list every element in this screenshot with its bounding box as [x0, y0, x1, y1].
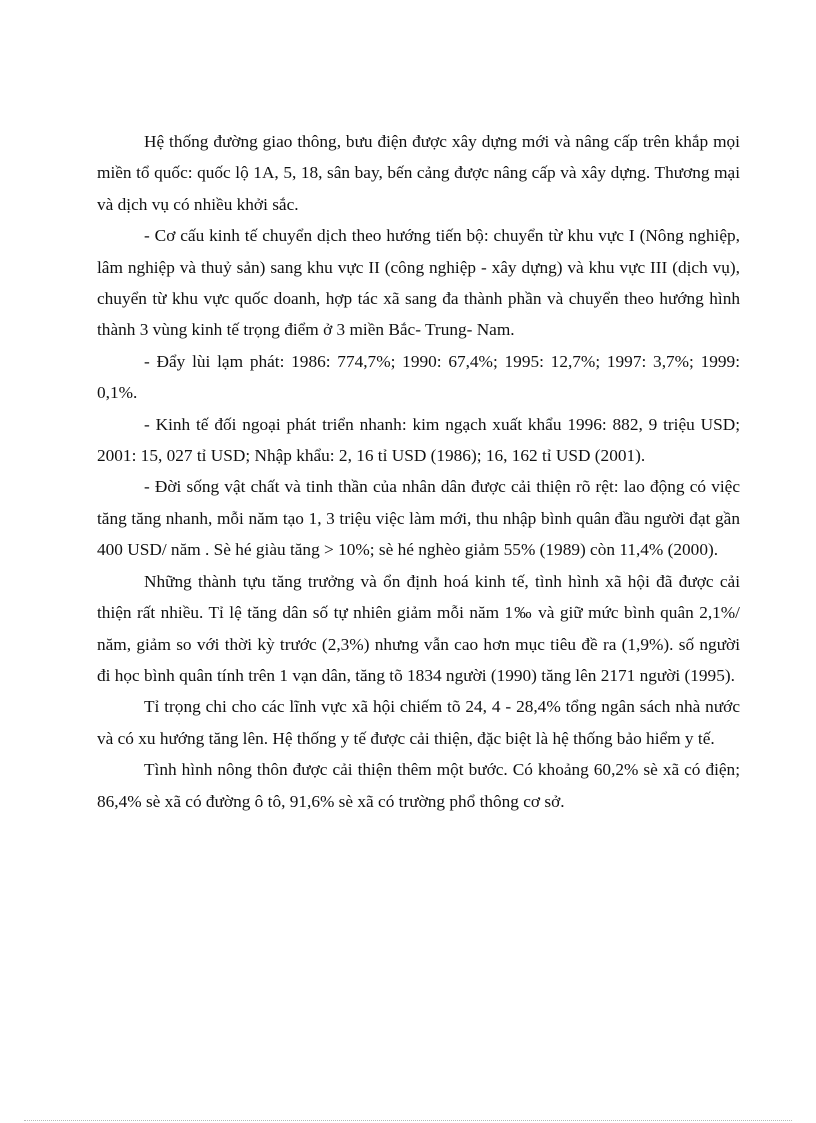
paragraph-social-achievements: Những thành tựu tăng trưởng và ổn định hoá kinh tế, tình hình xã hội đã được cải thiện rất nhiều. Tỉ lệ tăng dân số tự nhiên giảm mỗi năm 1‰ và giữ mức bình quân 2,1%/ năm, giảm so với thời kỳ trước (2,3%) nhưng vẫn cao hơn mục tiêu đề ra (1,9%). số người đi học bình quân tính trên 1 vạn dân, tăng tõ 1834 người (1990) tăng lên 2171 người (1995). — [97, 571, 740, 685]
paragraph-inflation: - Đẩy lùi lạm phát: 1986: 774,7%; 1990: 67,4%; 1995: 12,7%; 1997: 3,7%; 1999: 0,1%. — [97, 351, 740, 403]
document-body — [97, 126, 740, 817]
paragraph-rural: Tình hình nông thôn được cải thiện thêm một bước. Có khoảng 60,2% sè xã có điện; 86,4% sè xã có đường ô tô, 91,6% sè xã có trường phổ thông cơ sở. — [97, 760, 740, 811]
paragraph-living-standards: - Đời sống vật chất và tinh thần của nhân dân được cải thiện rõ rệt: lao động có việc tăng tăng nhanh, mỗi năm tạo 1, 3 triệu việc làm mới, thu nhập bình quân đầu người đạt gần 400 USD/ năm . Sè hé giàu tăng > 10%; sè hé nghèo giảm 55% (1989) còn 11,4% (2000). — [97, 477, 740, 560]
paragraph-foreign-trade: - Kinh tế đối ngoại phát triển nhanh: kim ngạch xuất khẩu 1996: 882, 9 triệu USD; 2001: 15, 027 tỉ USD; Nhập khẩu: 2, 16 tỉ USD (1986); 16, 162 tỉ USD (2001). — [97, 414, 740, 466]
paragraph-social-spending: Tỉ trọng chi cho các lĩnh vực xã hội chiếm tõ 24, 4 - 28,4% tổng ngân sách nhà nước và có xu hướng tăng lên. Hệ thống y tế được cải thiện, đặc biệt là hệ thống bảo hiểm y tế. — [97, 697, 740, 748]
page-bottom-divider — [24, 1120, 792, 1121]
paragraph-transport: Hệ thống đường giao thông, bưu điện được xây dựng mới và nâng cấp trên khắp mọi miền tổ quốc: quốc lộ 1A, 5, 18, sân bay, bến cảng được nâng cấp và xây dựng. Thương mại và dịch vụ có nhiều khởi sắc. — [97, 132, 740, 214]
paragraph-economic-structure: - Cơ cấu kinh tế chuyển dịch theo hướng tiến bộ: chuyển từ khu vực I (Nông nghiệp, lâm nghiệp và thuỷ sản) sang khu vực II (công nghiệp - xây dựng) và khu vực III (dịch vụ), chuyển từ khu vực quốc doanh, hợp tác xã sang đa thành phần và chuyển theo hướng hình thành 3 vùng kinh tế trọng điểm ở 3 miền Bắc- Trung- Nam. — [97, 226, 740, 340]
